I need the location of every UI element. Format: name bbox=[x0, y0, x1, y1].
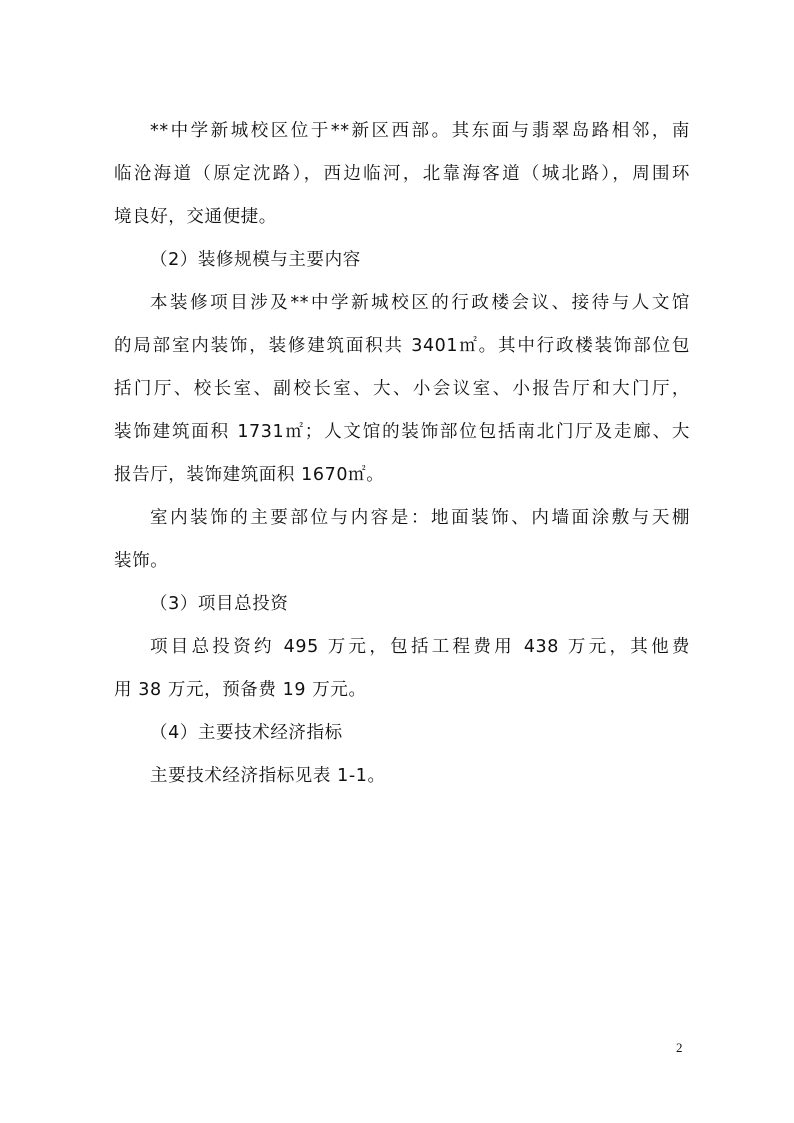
paragraph-scale-line-2: 的局部室内装饰，装修建筑面积共 3401㎡。其中行政楼装饰部位包 bbox=[114, 336, 690, 356]
paragraph-scale-line-4: 装饰建筑面积 1731㎡；人文馆的装饰部位包括南北门厅及走廊、大 bbox=[114, 422, 690, 442]
paragraph-location-line-1: **中学新城校区位于**新区西部。其东面与翡翠岛路相邻，南 bbox=[150, 121, 690, 141]
paragraph-scale-line-5: 报告厅，装饰建筑面积 1670㎡。 bbox=[114, 465, 385, 485]
section-heading-3: （3）项目总投资 bbox=[150, 594, 289, 614]
paragraph-location-line-2: 临沧海道（原定沈路），西边临河，北靠海客道（城北路），周围环 bbox=[114, 164, 690, 184]
paragraph-investment-line-2: 用 38 万元，预备费 19 万元。 bbox=[114, 680, 367, 700]
page-number: 2 bbox=[676, 1040, 683, 1055]
paragraph-scale-line-1: 本装修项目涉及**中学新城校区的行政楼会议、接待与人文馆 bbox=[150, 293, 690, 313]
paragraph-investment-line-1: 项目总投资约 495 万元，包括工程费用 438 万元，其他费 bbox=[150, 637, 690, 657]
section-heading-2: （2）装修规模与主要内容 bbox=[150, 250, 361, 270]
section-heading-4: （4）主要技术经济指标 bbox=[150, 723, 343, 743]
paragraph-parts-line-1: 室内装饰的主要部位与内容是：地面装饰、内墙面涂敷与天棚 bbox=[150, 508, 690, 528]
paragraph-indicators-line-1: 主要技术经济指标见表 1-1。 bbox=[150, 766, 386, 786]
paragraph-location-line-3: 境良好，交通便捷。 bbox=[114, 207, 277, 227]
paragraph-scale-line-3: 括门厅、校长室、副校长室、大、小会议室、小报告厅和大门厅， bbox=[114, 379, 690, 399]
paragraph-parts-line-2: 装饰。 bbox=[114, 551, 169, 571]
